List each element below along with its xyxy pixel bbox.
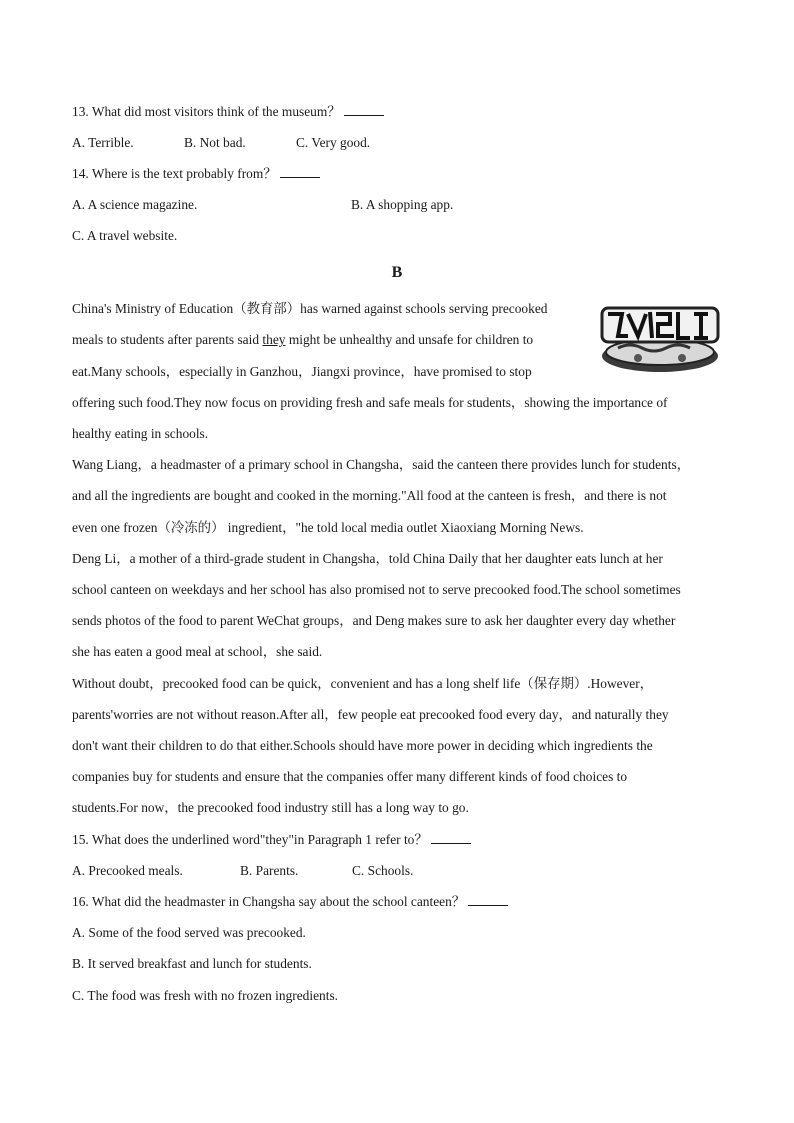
passage-line: school canteen on weekdays and her school has also promised not to serve precooked food.The school sometimes — [72, 582, 681, 597]
option-a: A. Terrible. — [72, 135, 134, 150]
option-c: C. A travel website. — [72, 228, 178, 243]
passage-line: and all the ingredients are bought and cooked in the morning."All food at the canteen is fresh，and there is not — [72, 488, 667, 503]
option-c: C. The food was fresh with no frozen ingredients. — [72, 988, 339, 1003]
option-c: C. Very good. — [296, 135, 371, 150]
passage-line: don't want their children to do that either.Schools should have more power in deciding which ingredients the — [72, 738, 653, 753]
option-b: B. A shopping app. — [351, 197, 454, 212]
passage-text: meals to students after parents said — [72, 332, 263, 347]
option-a: A. Precooked meals. — [72, 863, 183, 878]
option-b: B. It served breakfast and lunch for students. — [72, 956, 312, 971]
passage-line: students.For now，the precooked food industry still has a long way to go. — [72, 800, 469, 815]
underlined-word-they: they — [262, 332, 286, 347]
passage-line: sends photos of the food to parent WeChat groups，and Deng makes sure to ask her daughter every day whether — [72, 613, 676, 628]
option-a: A. Some of the food served was precooked. — [72, 925, 306, 940]
passage-line: eat.Many schools，especially in Ganzhou，Jiangxi province，have promised to stop — [72, 364, 532, 379]
option-b: B. Parents. — [240, 863, 299, 878]
passage-line: companies buy for students and ensure that the companies offer many different kinds of food choices to — [72, 769, 628, 784]
question-16-stem: 16. What did the headmaster in Changsha say about the school canteen？ — [72, 894, 466, 909]
question-15-stem: 15. What does the underlined word"they"in Paragraph 1 refer to？ — [72, 832, 428, 847]
question-15 — [72, 832, 471, 848]
passage-text: might be unhealthy and unsafe for children to — [285, 332, 534, 347]
option-a: A. A science magazine. — [72, 197, 198, 212]
question-14-stem: 14. Where is the text probably from？ — [72, 166, 277, 181]
answer-blank — [431, 832, 471, 844]
passage-line: Deng Li，a mother of a third-grade student in Changsha，told China Daily that her daughter eats lunch at her — [72, 551, 663, 566]
precooked-food-image — [598, 300, 722, 376]
question-13 — [72, 104, 384, 120]
passage-line: even one frozen（冷冻的） ingredient，"he told local media outlet Xiaoxiang Morning News. — [72, 520, 584, 535]
section-title: B — [391, 264, 403, 281]
passage-line: Wang Liang，a headmaster of a primary school in Changsha，said the canteen there provides lunch for students， — [72, 457, 691, 472]
answer-blank — [344, 104, 384, 116]
question-16 — [72, 894, 508, 910]
passage-line: China's Ministry of Education（教育部）has warned against schools serving precooked — [72, 301, 548, 316]
option-c: C. Schools. — [352, 863, 414, 878]
question-14 — [72, 166, 320, 182]
passage-line: offering such food.They now focus on providing fresh and safe meals for students，showing the importance of — [72, 395, 668, 410]
passage-line: she has eaten a good meal at school，she said. — [72, 644, 323, 659]
passage-line — [72, 332, 533, 348]
answer-blank — [280, 166, 320, 178]
question-13-stem: 13. What did most visitors think of the museum？ — [72, 104, 341, 119]
passage-line: parents'worries are not without reason.After all，few people eat precooked food every day，and naturally they — [72, 707, 669, 722]
answer-blank — [468, 894, 508, 906]
option-b: B. Not bad. — [184, 135, 246, 150]
passage-line: Without doubt，precooked food can be quick，convenient and has a long shelf life（保存期）.However， — [72, 676, 654, 691]
passage-line: healthy eating in schools. — [72, 426, 209, 441]
